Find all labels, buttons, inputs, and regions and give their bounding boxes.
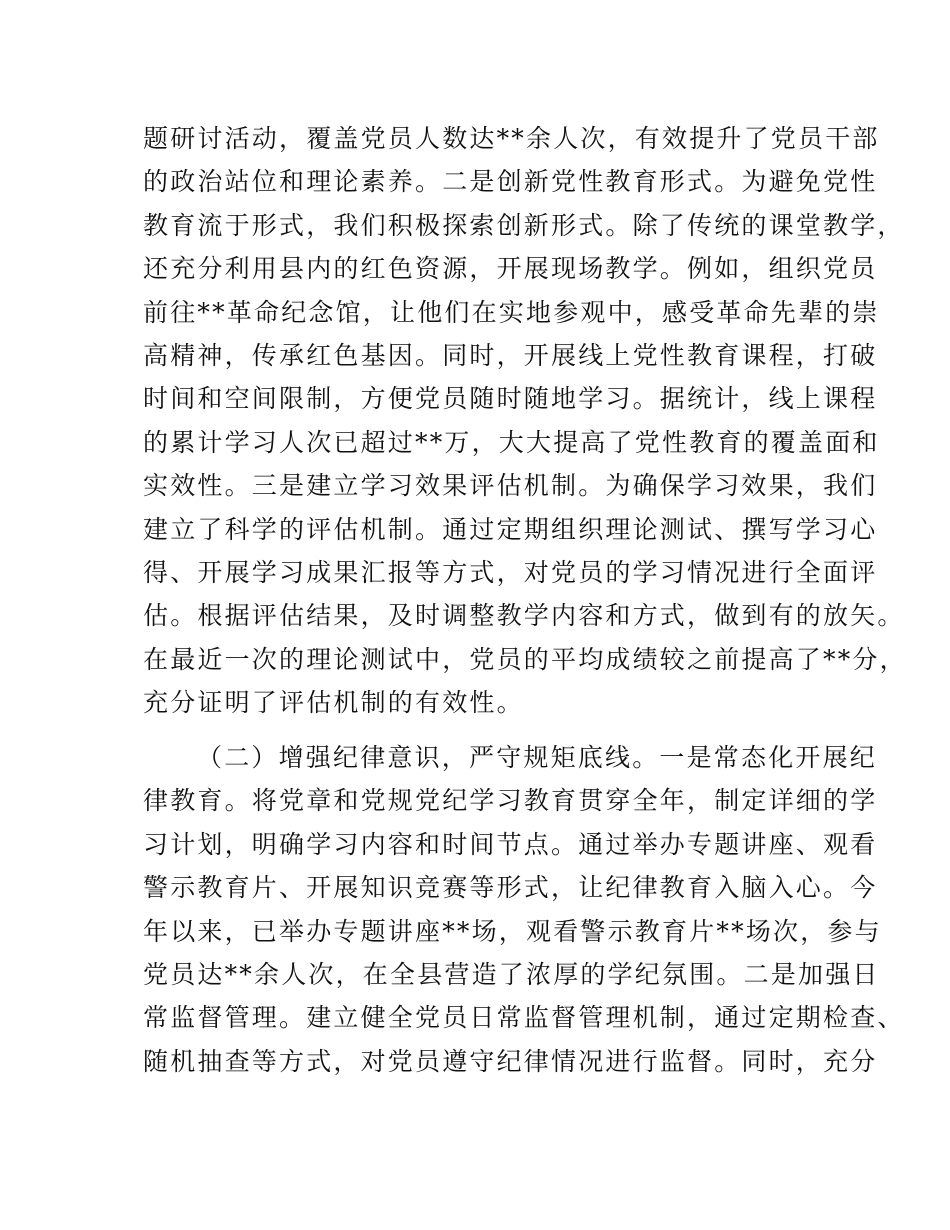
text-line: 常监督管理。建立健全党员日常监督管理机制，通过定期检查、	[143, 1003, 905, 1033]
text-line: 得、开展学习成果汇报等方式，对党员的学习情况进行全面评	[143, 557, 878, 587]
paragraph-2	[143, 736, 905, 1083]
text-line: 实效性。三是建立学习效果评估机制。为确保学习效果，我们	[143, 471, 878, 501]
text-line: 随机抽查等方式，对党员遵守纪律情况进行监督。同时，充分	[143, 1046, 878, 1076]
text-line: 的累计学习人次已超过**万，大大提高了党性教育的覆盖面和	[143, 427, 880, 457]
text-line: 习计划，明确学习内容和时间节点。通过举办专题讲座、观看	[143, 829, 878, 859]
text-line: 建立了科学的评估机制。通过定期组织理论测试、撰写学习心	[143, 514, 878, 544]
text-line: 充分证明了评估机制的有效性。	[143, 688, 524, 718]
text-line: 党员达**余人次，在全县营造了浓厚的学纪氛围。二是加强日	[143, 959, 880, 989]
text-line: 年以来，已举办专题讲座**场，观看警示教育片**场次，参与	[143, 916, 882, 946]
paragraph-1	[143, 117, 907, 724]
text-line: 估。根据评估结果，及时调整教学内容和方式，做到有的放矢。	[143, 601, 905, 631]
text-line: 前往**革命纪念馆，让他们在实地参观中，感受革命先辈的崇	[143, 297, 880, 327]
text-line: 还充分利用县内的红色资源，开展现场教学。例如，组织党员	[143, 254, 878, 284]
text-line: 教育流于形式，我们积极探索创新形式。除了传统的课堂教学，	[143, 210, 905, 240]
text-line: 的政治站位和理论素养。二是创新党性教育形式。为避免党性	[143, 167, 878, 197]
text-line: 律教育。将党章和党规党纪学习教育贯穿全年，制定详细的学	[143, 786, 878, 816]
text-line: 时间和空间限制，方便党员随时随地学习。据统计，线上课程	[143, 384, 878, 414]
section-heading-line: （二）增强纪律意识，严守规矩底线。一是常态化开展纪	[197, 743, 878, 772]
text-line: 警示教育片、开展知识竞赛等形式，让纪律教育入脑入心。今	[143, 873, 878, 903]
text-line: 高精神，传承红色基因。同时，开展线上党性教育课程，打破	[143, 340, 878, 370]
text-line: 在最近一次的理论测试中，党员的平均成绩较之前提高了**分，	[143, 644, 907, 674]
text-line: 题研讨活动，覆盖党员人数达**余人次，有效提升了党员干部	[143, 124, 880, 153]
